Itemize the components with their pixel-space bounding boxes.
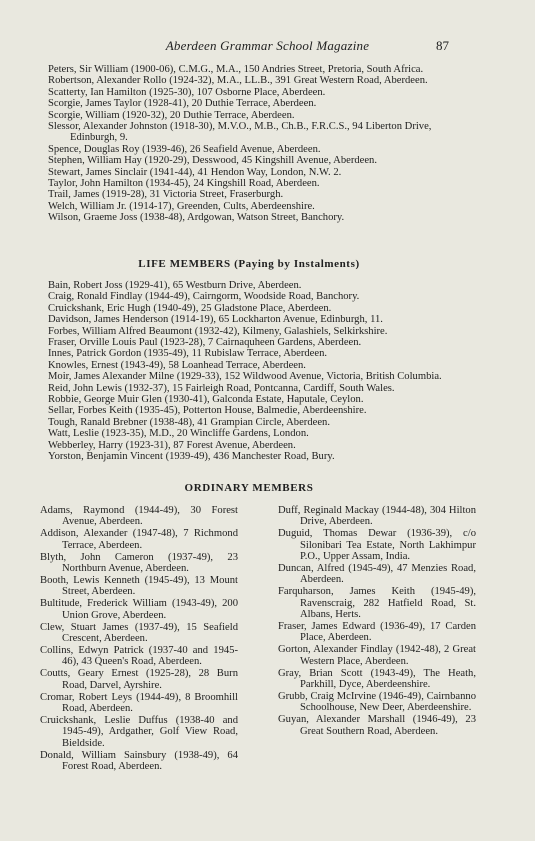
list-item: Reid, John Lewis (1932-37), 15 Fairleigh Road, Pontcanna, Cardiff, South Wales. <box>48 382 395 394</box>
list-item: Cruickshank, Leslie Duffus (1938-40 and 1945-49), Ardgather, Golf View Road, Bieldside. <box>40 714 238 749</box>
list-item: Duncan, Alfred (1945-49), 47 Menzies Road, Aberdeen. <box>278 563 476 586</box>
list-item: Cromar, Robert Leys (1944-49), 8 Broomhill Road, Aberdeen. <box>40 691 238 714</box>
list-item: Booth, Lewis Kenneth (1945-49), 13 Mount Street, Aberdeen. <box>40 574 238 598</box>
running-title: Aberdeen Grammar School Magazine <box>165 38 370 53</box>
ordinary-members-left-column <box>40 505 238 773</box>
list-item: Stephen, William Hay (1920-29), Desswood, 45 Kingshill Avenue, Aberdeen. <box>48 155 378 167</box>
list-item: Knowles, Ernest (1943-49), 58 Loanhead Terrace, Aberdeen. <box>48 359 306 371</box>
page-header <box>0 38 535 54</box>
list-item: Trail, James (1919-28), 31 Victoria Street, Fraserburgh. <box>48 189 284 201</box>
list-item: Wilson, Graeme Joss (1938-48), Ardgowan, Watson Street, Banchory. <box>48 212 345 224</box>
list-item: Welch, William Jr. (1914-17), Greenden, Cults, Aberdeenshire. <box>48 200 315 212</box>
list-item: Davidson, James Henderson (1914-19), 65 Lockharton Avenue, Edinburgh, 11. <box>48 314 383 326</box>
page-number: 87 <box>436 38 449 53</box>
list-item: Gorton, Alexander Findlay (1942-48), 2 Great Western Place, Aberdeen. <box>278 644 476 667</box>
list-item: Fraser, Orville Louis Paul (1923-28), 7 Cairnaquheen Gardens, Aberdeen. <box>48 337 362 349</box>
list-item: Watt, Leslie (1923-35), M.D., 20 Wincliffe Gardens, London. <box>48 428 309 440</box>
list-item: Robbie, George Muir Glen (1930-41), Galconda Estate, Haputale, Ceylon. <box>48 394 364 406</box>
list-item: Scorgie, William (1920-32), 20 Duthie Terrace, Aberdeen. <box>48 109 295 121</box>
continued-members-list <box>48 64 450 224</box>
list-item: Moir, James Alexander Milne (1929-33), 152 Wildwood Avenue, Victoria, British Columbia. <box>48 371 442 383</box>
list-item: Forbes, William Alfred Beaumont (1932-42), Kilmeny, Galashiels, Selkirkshire. <box>48 325 388 337</box>
life-members-heading: LIFE MEMBERS (Paying by Instalments) <box>138 258 360 270</box>
list-item: Sellar, Forbes Keith (1935-45), Potterton House, Balmedie, Aberdeenshire. <box>48 405 367 417</box>
list-item: Spence, Douglas Roy (1939-46), 26 Seafield Avenue, Aberdeen. <box>48 143 321 155</box>
list-item: Gray, Brian Scott (1943-49), The Heath, Parkhill, Dyce, Aberdeenshire. <box>278 667 476 691</box>
list-item: Adams, Raymond (1944-49), 30 Forest Avenue, Aberdeen. <box>40 505 238 528</box>
list-item: Scatterty, Ian Hamilton (1925-30), 107 Osborne Place, Aberdeen. <box>48 86 326 98</box>
list-item: Craig, Ronald Findlay (1944-49), Cairngorm, Woodside Road, Banchory. <box>48 291 360 303</box>
list-item: Blyth, John Cameron (1937-49), 23 Northburn Avenue, Aberdeen. <box>40 551 238 575</box>
list-item: Bultitude, Frederick William (1943-49), 200 Union Grove, Aberdeen. <box>40 598 238 621</box>
list-item: Guyan, Alexander Marshall (1946-49), 23 Great Southern Road, Aberdeen. <box>278 714 476 737</box>
list-item: Stewart, James Sinclair (1941-44), 41 Hendon Way, London, N.W. 2. <box>48 166 342 178</box>
list-item: Webberley, Harry (1923-31), 87 Forest Avenue, Aberdeen. <box>48 439 296 451</box>
list-item: Donald, William Sainsbury (1938-49), 64 Forest Road, Aberdeen. <box>40 749 238 772</box>
list-item: Cruickshank, Eric Hugh (1940-49), 25 Gladstone Place, Aberdeen. <box>48 302 332 314</box>
list-item: Innes, Patrick Gordon (1935-49), 11 Rubislaw Terrace, Aberdeen. <box>48 348 328 360</box>
life-members-list <box>48 280 450 463</box>
list-item: Coutts, Geary Ernest (1925-28), 28 Burn Road, Darvel, Ayrshire. <box>40 668 238 691</box>
ordinary-members-heading: ORDINARY MEMBERS <box>184 482 314 494</box>
list-item: Fraser, James Edward (1936-49), 17 Carden Place, Aberdeen. <box>278 621 476 644</box>
list-item: Farquharson, James Keith (1945-49), Ravenscraig, 282 Hatfield Road, St. Albans, Herts. <box>278 586 476 621</box>
list-item: Addison, Alexander (1947-48), 7 Richmond Terrace, Aberdeen. <box>40 528 238 551</box>
list-item: Slessor, Alexander Johnston (1918-30), M.V.O., M.B., Ch.B., F.R.C.S., 94 Liberton Drive, Edinburgh, 9. <box>48 121 432 144</box>
list-item: Collins, Edwyn Patrick (1937-40 and 1945-46), 43 Queen's Road, Aberdeen. <box>40 644 238 668</box>
list-item: Taylor, John Hamilton (1934-45), 24 Kingshill Road, Aberdeen. <box>48 178 320 190</box>
list-item: Duguid, Thomas Dewar (1936-39), c/o Silonibari Tea Estate, North Lakhimpur P.O., Upper Assam, India. <box>278 528 476 563</box>
list-item: Bain, Robert Joss (1929-41), 65 Westburn Drive, Aberdeen. <box>48 280 302 291</box>
list-item: Clew, Stuart James (1937-49), 15 Seafield Crescent, Aberdeen. <box>40 621 238 644</box>
list-item: Robertson, Alexander Rollo (1924-32), M.A., LL.B., 391 Great Western Road, Aberdeen. <box>48 75 428 87</box>
list-item: Duff, Reginald Mackay (1944-48), 304 Hilton Drive, Aberdeen. <box>278 505 476 528</box>
list-item: Grubb, Craig McIrvine (1946-49), Cairnbanno Schoolhouse, New Deer, Aberdeenshire. <box>278 691 476 714</box>
list-item: Yorston, Benjamin Vincent (1939-49), 436 Manchester Road, Bury. <box>48 451 335 463</box>
ordinary-members-right-column <box>278 505 476 738</box>
list-item: Tough, Ranald Brebner (1938-48), 41 Grampian Circle, Aberdeen. <box>48 416 330 428</box>
list-item: Peters, Sir William (1900-06), C.M.G., M.A., 150 Andries Street, Pretoria, South Africa. <box>48 64 424 75</box>
list-item: Scorgie, James Taylor (1928-41), 20 Duthie Terrace, Aberdeen. <box>48 98 317 110</box>
